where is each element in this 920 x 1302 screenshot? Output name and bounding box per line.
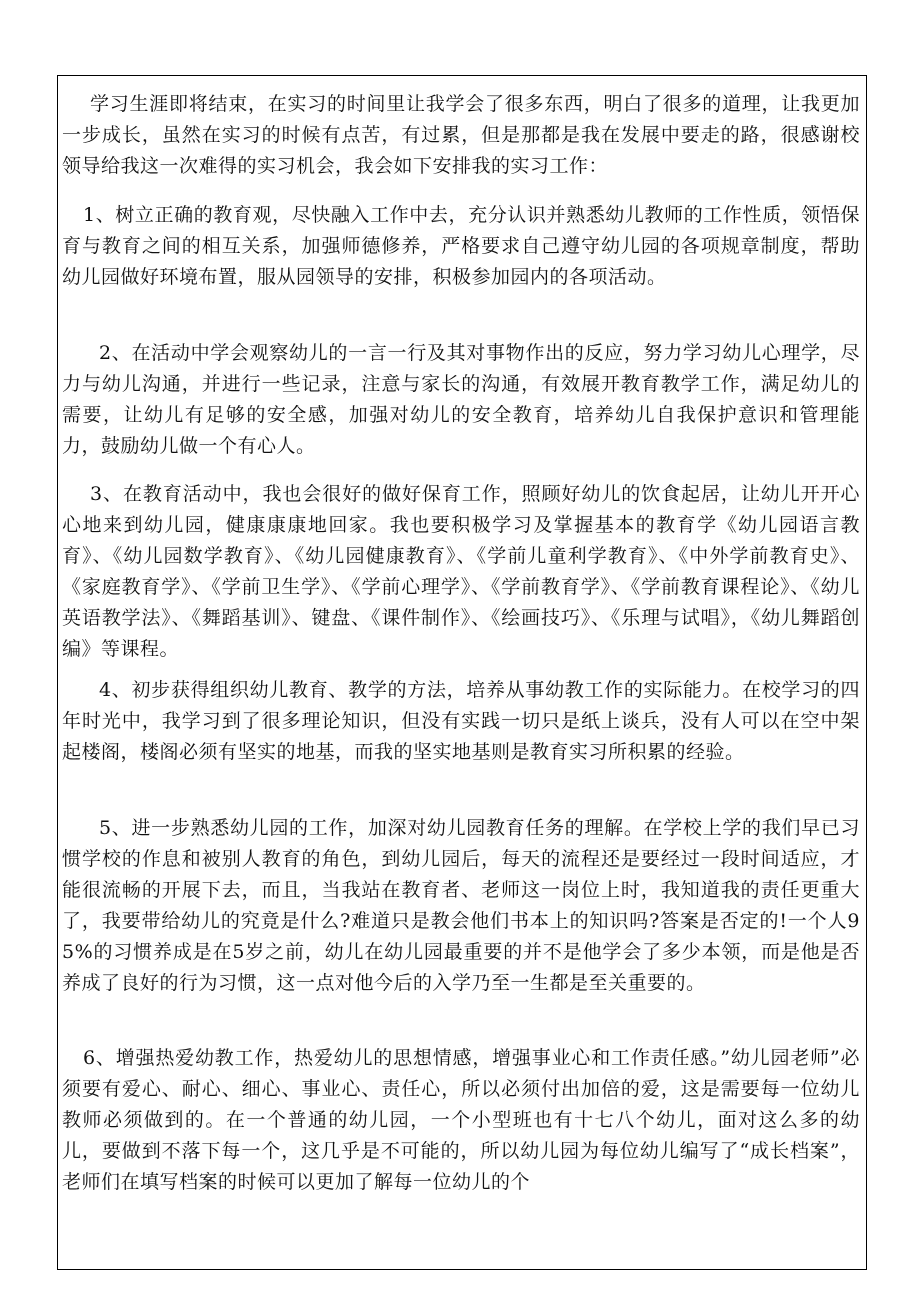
paragraph-item-1: 1、树立正确的教育观，尽快融入工作中去，充分认识并熟悉幼儿教师的工作性质，领悟保育与教育之间的相互关系，加强师德修养，严格要求自己遵守幼儿园的各项规章制度，帮助幼儿园做好环境布置，服从园领导的安排，积极参加园内的各项活动。: [62, 204, 860, 288]
intro-paragraph: 学习生涯即将结束，在实习的时间里让我学会了很多东西，明白了很多的道理，让我更加一步成长，虽然在实习的时候有点苦，有过累，但是那都是我在发展中要走的路，很感谢校领导给我这一次难得的实习机会，我会如下安排我的实习工作：: [62, 93, 860, 177]
paragraph-item-6: 6、增强热爱幼教工作，热爱幼儿的思想情感，增强事业心和工作责任感。”幼儿园老师”必须要有爱心、耐心、细心、事业心、责任心，所以必须付出加倍的爱，这是需要每一位幼儿教师必须做到的。在一个普通的幼儿园，一个小型班也有十七八个幼儿，面对这么多的幼儿，要做到不落下每一个，这几乎是不可能的，所以幼儿园为每位幼儿编写了“成长档案”，老师们在填写档案的时候可以更加了解每一位幼儿的个: [62, 1047, 860, 1193]
document-frame: [57, 75, 867, 1270]
paragraph-item-5: 5、进一步熟悉幼儿园的工作，加深对幼儿园教育任务的理解。在学校上学的我们早已习惯学校的作息和被别人教育的角色，到幼儿园后，每天的流程还是要经过一段时间适应，才能很流畅的开展下去，而且，当我站在教育者、老师这一岗位上时，我知道我的责任更重大了，我要带给幼儿的究竟是什么?难道只是教会他们书本上的知识吗?答案是否定的!一个人95%的习惯养成是在5岁之前，幼儿在幼儿园最重要的并不是他学会了多少本领，而是他是否养成了良好的行为习惯，这一点对他今后的入学乃至一生都是至关重要的。: [62, 817, 860, 994]
paragraph-item-3: 3、在教育活动中，我也会很好的做好保育工作，照顾好幼儿的饮食起居，让幼儿开开心心地来到幼儿园，健康康康地回家。我也要积极学习及掌握基本的教育学《幼儿园语言教育》、《幼儿园数学教育》、《幼儿园健康教育》、《学前儿童利学教育》、《中外学前教育史》、《家庭教育学》、《学前卫生学》、《学前心理学》、《学前教育学》、《学前教育课程论》、《幼儿英语教学法》、《舞蹈基训》、键盘、《课件制作》、《绘画技巧》、《乐理与试唱》，《幼儿舞蹈创编》等课程。: [62, 483, 860, 660]
paragraph-item-2: 2、在活动中学会观察幼儿的一言一行及其对事物作出的反应，努力学习幼儿心理学，尽力与幼儿沟通，并进行一些记录，注意与家长的沟通，有效展开教育教学工作，满足幼儿的需要，让幼儿有足够的安全感，加强对幼儿的安全教育，培养幼儿自我保护意识和管理能力，鼓励幼儿做一个有心人。: [62, 342, 860, 457]
paragraph-item-4: 4、初步获得组织幼儿教育、教学的方法，培养从事幼教工作的实际能力。在校学习的四年时光中，我学习到了很多理论知识，但没有实践一切只是纸上谈兵，没有人可以在空中架起楼阁，楼阁必须有坚实的地基，而我的坚实地基则是教育实习所积累的经验。: [62, 679, 860, 763]
